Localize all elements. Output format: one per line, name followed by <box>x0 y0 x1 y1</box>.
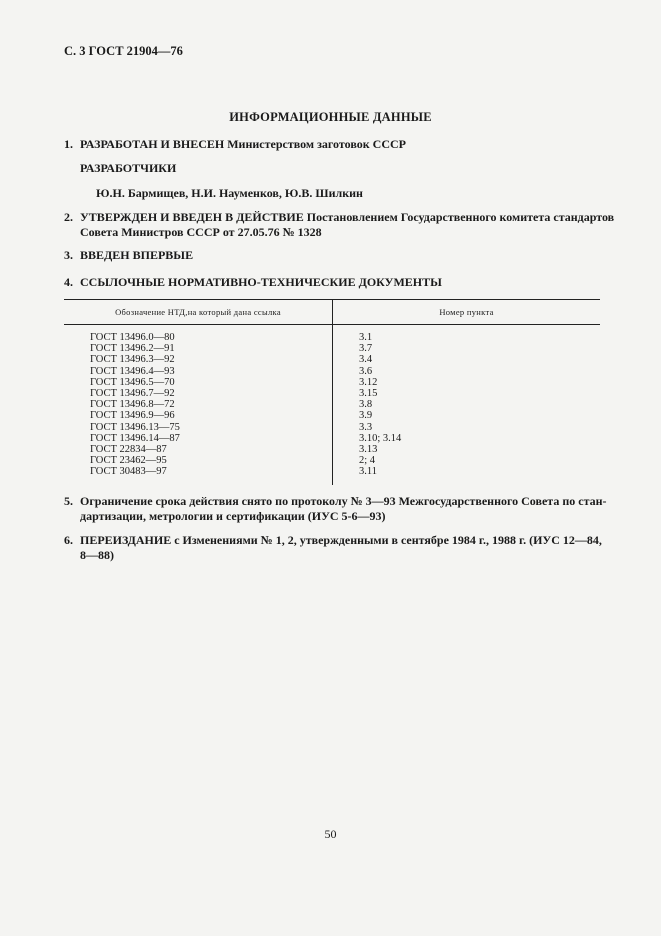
section-1-text: Министерством заготовок СССР <box>224 137 406 151</box>
section-6-text-line2: 8—88) <box>80 548 114 562</box>
table-row-ntd: ГОСТ 13496.8—72 <box>90 399 175 411</box>
section-2-text-line1: Постановлением Государственного комитета стандартов <box>303 210 615 224</box>
developers-heading: РАЗРАБОТЧИКИ <box>80 161 177 175</box>
table-header-row <box>64 300 600 325</box>
table-row-clause: 3.10; 3.14 <box>359 432 402 444</box>
table-row-clause: 3.6 <box>359 365 373 377</box>
table-header-ntd: Обозначение НТД,на который дана ссылка <box>64 300 333 325</box>
table-row-ntd: ГОСТ 13496.7—92 <box>90 387 175 399</box>
table-row-ntd: ГОСТ 13496.13—75 <box>90 421 180 433</box>
table-body-row <box>64 325 600 486</box>
section-4-number: 4. <box>64 275 73 289</box>
document-title: ИНФОРМАЦИОННЫЕ ДАННЫЕ <box>229 110 432 124</box>
section-2 <box>80 210 620 240</box>
table-row-clause: 3.15 <box>359 387 378 399</box>
table-row-ntd: ГОСТ 13496.0—80 <box>90 332 175 343</box>
section-1 <box>80 137 620 152</box>
table-row-clause: 3.4 <box>359 354 373 366</box>
table-row-clause: 3.7 <box>359 343 373 355</box>
section-1-lead: РАЗРАБОТАН И ВНЕСЕН <box>80 137 225 151</box>
table-row-ntd: ГОСТ 23462—95 <box>90 455 167 467</box>
section-5-number: 5. <box>64 494 73 508</box>
clause-column <box>333 325 601 486</box>
section-5-line1: Ограничение срока действия снято по протоколу № 3—93 Межгосударственного Совета по стан- <box>80 494 607 508</box>
table-row-clause: 3.8 <box>359 399 373 411</box>
developers-list: Ю.Н. Бармищев, Н.И. Науменков, Ю.В. Шилкин <box>96 186 363 200</box>
ntd-column <box>64 325 333 486</box>
reference-documents-table <box>64 299 600 485</box>
table-row-ntd: ГОСТ 13496.14—87 <box>90 432 180 444</box>
table-row-clause: 3.11 <box>359 466 377 478</box>
table-row-ntd: ГОСТ 30483—97 <box>90 466 167 478</box>
section-3-lead: ВВЕДЕН ВПЕРВЫЕ <box>80 248 194 262</box>
table-row-ntd: ГОСТ 13496.4—93 <box>90 365 175 377</box>
section-6-number: 6. <box>64 533 73 547</box>
table-row-clause: 3.12 <box>359 376 378 388</box>
section-3-number: 3. <box>64 248 73 262</box>
table-row-ntd: ГОСТ 13496.2—91 <box>90 343 175 355</box>
table-row-ntd: ГОСТ 13496.5—70 <box>90 376 175 388</box>
table-row-clause: 3.13 <box>359 443 378 455</box>
section-2-lead: УТВЕРЖДЕН И ВВЕДЕН В ДЕЙСТВИЕ <box>80 210 304 224</box>
table-row-ntd: ГОСТ 13496.3—92 <box>90 354 175 366</box>
table-row-clause: 2; 4 <box>359 455 376 467</box>
section-1-number: 1. <box>64 137 73 151</box>
section-5-line2: дартизации, метрологии и сертификации (ИУС 5-6—93) <box>80 509 386 523</box>
section-6-text-line1: с Изменениями № 1, 2, утвержденными в сентябре 1984 г., 1988 г. (ИУС 12—84, <box>171 533 602 547</box>
section-2-text-line2: Совета Министров СССР от 27.05.76 № 1328 <box>80 225 322 239</box>
section-4-lead: ССЫЛОЧНЫЕ НОРМАТИВНО-ТЕХНИЧЕСКИЕ ДОКУМЕНТЫ <box>80 275 442 289</box>
page-number: 50 <box>324 827 337 841</box>
table-row-ntd: ГОСТ 13496.9—96 <box>90 410 175 422</box>
table-header-clause: Номер пункта <box>333 300 601 325</box>
section-5 <box>80 494 620 524</box>
table-row-clause: 3.1 <box>359 332 373 343</box>
table-row-clause: 3.9 <box>359 410 373 422</box>
section-2-number: 2. <box>64 210 73 224</box>
section-6 <box>80 533 620 563</box>
page-header: С. 3 ГОСТ 21904—76 <box>64 44 183 58</box>
table-row-ntd: ГОСТ 22834—87 <box>90 443 167 455</box>
table-row-clause: 3.3 <box>359 421 373 433</box>
section-6-lead: ПЕРЕИЗДАНИЕ <box>80 533 172 547</box>
